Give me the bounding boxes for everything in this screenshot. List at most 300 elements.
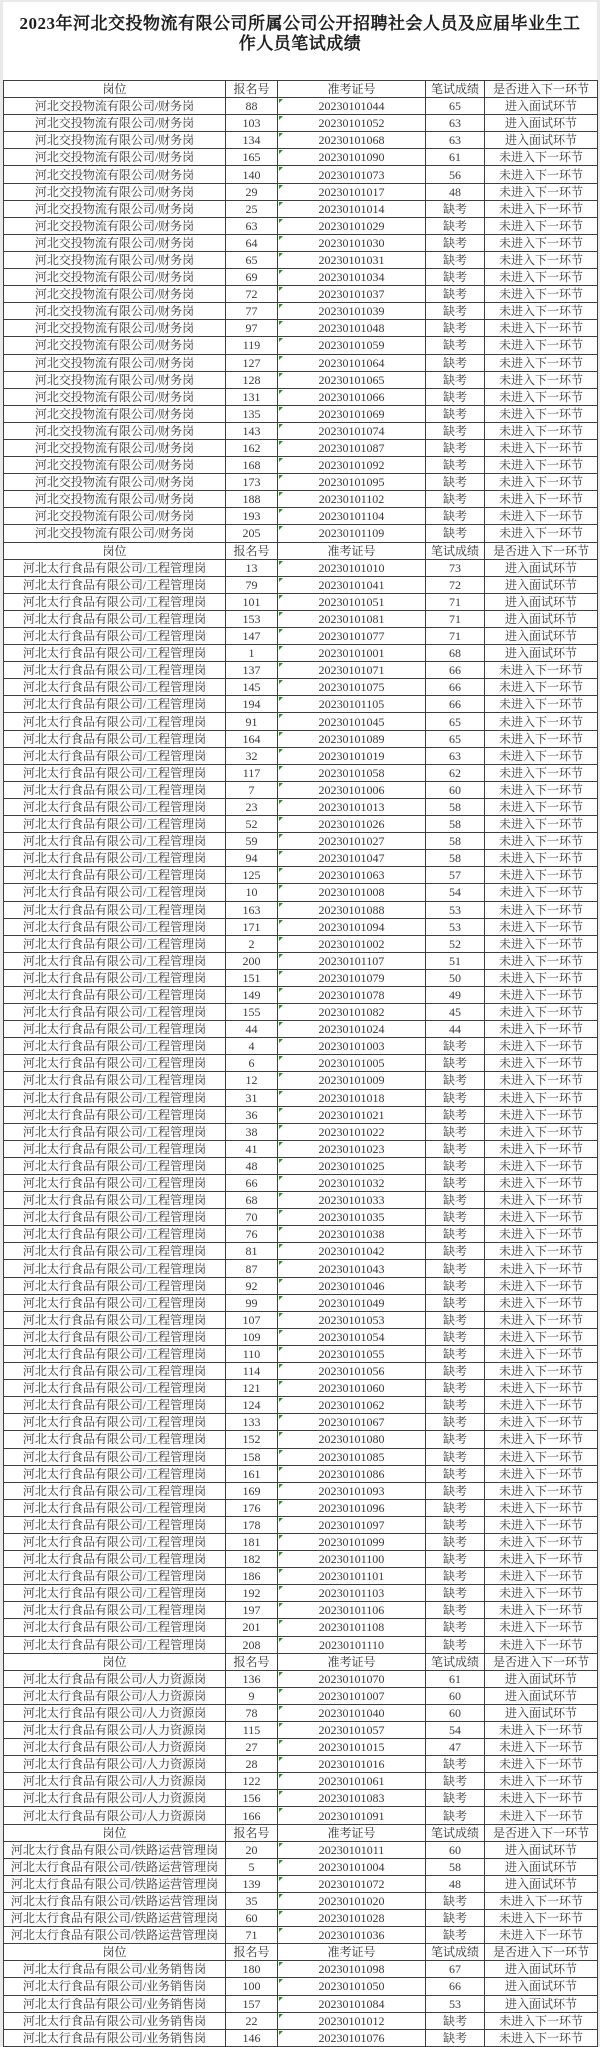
table-row (4, 986, 598, 1003)
score-cell: 49 (426, 986, 485, 1003)
score-cell: 60 (426, 1687, 485, 1704)
result-cell: 未进入下一环节 (485, 388, 598, 405)
result-cell: 未进入下一环节 (485, 371, 598, 388)
excel-text-number-indicator-icon (279, 937, 283, 941)
ticket-number-cell: 20230101083 (278, 1790, 426, 1807)
score-cell: 60 (426, 1841, 485, 1858)
position-cell: 河北太行食品有限公司/工程管理岗 (4, 1243, 226, 1260)
registration-number-cell: 176 (226, 1499, 278, 1516)
ticket-number-cell: 20230101062 (278, 1397, 426, 1414)
registration-number-cell: 4 (226, 1038, 278, 1055)
position-cell: 河北太行食品有限公司/铁路运营管理岗 (4, 1927, 226, 1944)
position-cell: 河北太行食品有限公司/工程管理岗 (4, 1363, 226, 1380)
column-header: 岗位 (4, 1824, 226, 1841)
registration-number-cell: 139 (226, 1875, 278, 1892)
registration-number-cell: 165 (226, 149, 278, 166)
registration-number-cell: 173 (226, 474, 278, 491)
registration-number-cell: 194 (226, 696, 278, 713)
excel-text-number-indicator-icon (279, 270, 283, 274)
ticket-number-cell: 20230101081 (278, 610, 426, 627)
score-cell: 58 (426, 816, 485, 833)
excel-text-number-indicator-icon (279, 561, 283, 565)
excel-text-number-indicator-icon (279, 578, 283, 582)
score-cell: 50 (426, 969, 485, 986)
registration-number-cell: 155 (226, 1004, 278, 1021)
excel-text-number-indicator-icon (279, 1979, 283, 1983)
score-cell: 53 (426, 918, 485, 935)
column-header: 准考证号 (278, 1944, 426, 1961)
ticket-number-cell: 20230101048 (278, 320, 426, 337)
table-row (4, 1431, 598, 1448)
table-header-row (4, 1653, 598, 1670)
ticket-number-cell: 20230101001 (278, 645, 426, 662)
result-cell: 未进入下一环节 (485, 1175, 598, 1192)
result-cell: 未进入下一环节 (485, 217, 598, 234)
registration-number-cell: 122 (226, 1773, 278, 1790)
position-cell: 河北交投物流有限公司/财务岗 (4, 217, 226, 234)
table-row (4, 1841, 598, 1858)
table-row (4, 1209, 598, 1226)
document-sheet (3, 0, 597, 2047)
registration-number-cell: 107 (226, 1311, 278, 1328)
column-header: 笔试成绩 (426, 542, 485, 559)
table-row (4, 439, 598, 456)
table-row (4, 1021, 598, 1038)
ticket-number-cell: 20230101022 (278, 1123, 426, 1140)
table-row (4, 1961, 598, 1978)
registration-number-cell: 200 (226, 952, 278, 969)
score-cell: 缺考 (426, 286, 485, 303)
excel-text-number-indicator-icon (279, 1535, 283, 1539)
excel-text-number-indicator-icon (279, 1808, 283, 1812)
score-cell: 缺考 (426, 1294, 485, 1311)
registration-number-cell: 186 (226, 1568, 278, 1585)
registration-number-cell: 171 (226, 918, 278, 935)
table-row (4, 1175, 598, 1192)
position-cell: 河北交投物流有限公司/财务岗 (4, 371, 226, 388)
score-cell: 48 (426, 1875, 485, 1892)
ticket-number-cell: 20230101049 (278, 1294, 426, 1311)
registration-number-cell: 110 (226, 1345, 278, 1362)
position-cell: 河北太行食品有限公司/工程管理岗 (4, 1397, 226, 1414)
score-cell: 缺考 (426, 1892, 485, 1909)
position-cell: 河北太行食品有限公司/业务销售岗 (4, 1961, 226, 1978)
ticket-number-cell: 20230101108 (278, 1619, 426, 1636)
registration-number-cell: 52 (226, 816, 278, 833)
score-cell: 缺考 (426, 1397, 485, 1414)
position-cell: 河北太行食品有限公司/工程管理岗 (4, 1311, 226, 1328)
position-cell: 河北太行食品有限公司/人力资源岗 (4, 1773, 226, 1790)
registration-number-cell: 166 (226, 1807, 278, 1824)
ticket-number-cell: 20230101009 (278, 1072, 426, 1089)
ticket-number-cell: 20230101098 (278, 1961, 426, 1978)
score-cell: 缺考 (426, 1038, 485, 1055)
excel-text-number-indicator-icon (279, 1073, 283, 1077)
registration-number-cell: 143 (226, 422, 278, 439)
result-cell: 进入面试环节 (485, 628, 598, 645)
table-row (4, 1004, 598, 1021)
score-cell: 缺考 (426, 1756, 485, 1773)
excel-text-number-indicator-icon (279, 1706, 283, 1710)
score-cell: 58 (426, 798, 485, 815)
table-row (4, 422, 598, 439)
result-cell: 未进入下一环节 (485, 1209, 598, 1226)
registration-number-cell: 197 (226, 1602, 278, 1619)
registration-number-cell: 157 (226, 1995, 278, 2012)
result-cell: 未进入下一环节 (485, 1739, 598, 1756)
ticket-number-cell: 20230101041 (278, 576, 426, 593)
table-row (4, 1226, 598, 1243)
score-cell: 缺考 (426, 1226, 485, 1243)
score-cell: 58 (426, 850, 485, 867)
result-cell: 未进入下一环节 (485, 1021, 598, 1038)
position-cell: 河北太行食品有限公司/铁路运营管理岗 (4, 1858, 226, 1875)
ticket-number-cell: 20230101027 (278, 833, 426, 850)
position-cell: 河北交投物流有限公司/财务岗 (4, 457, 226, 474)
excel-text-number-indicator-icon (279, 749, 283, 753)
excel-text-number-indicator-icon (279, 663, 283, 667)
registration-number-cell: 38 (226, 1123, 278, 1140)
table-row (4, 1978, 598, 1995)
score-cell: 缺考 (426, 371, 485, 388)
ticket-number-cell: 20230101059 (278, 337, 426, 354)
result-cell: 未进入下一环节 (485, 1123, 598, 1140)
result-cell: 未进入下一环节 (485, 1140, 598, 1157)
result-cell: 未进入下一环节 (485, 251, 598, 268)
excel-text-number-indicator-icon (279, 1193, 283, 1197)
result-cell: 进入面试环节 (485, 1687, 598, 1704)
position-cell: 河北太行食品有限公司/人力资源岗 (4, 1687, 226, 1704)
table-header-row (4, 1824, 598, 1841)
result-cell: 未进入下一环节 (485, 303, 598, 320)
score-cell: 缺考 (426, 1363, 485, 1380)
registration-number-cell: 140 (226, 166, 278, 183)
registration-number-cell: 66 (226, 1175, 278, 1192)
result-cell: 未进入下一环节 (485, 1910, 598, 1927)
table-row (4, 713, 598, 730)
score-cell: 57 (426, 867, 485, 884)
table-row (4, 1636, 598, 1653)
position-cell: 河北太行食品有限公司/工程管理岗 (4, 1636, 226, 1653)
table-row (4, 354, 598, 371)
score-cell: 缺考 (426, 251, 485, 268)
position-cell: 河北太行食品有限公司/工程管理岗 (4, 884, 226, 901)
score-cell: 71 (426, 593, 485, 610)
ticket-number-cell: 20230101080 (278, 1431, 426, 1448)
registration-number-cell: 10 (226, 884, 278, 901)
ticket-number-cell: 20230101040 (278, 1704, 426, 1721)
excel-text-number-indicator-icon (279, 766, 283, 770)
result-cell: 未进入下一环节 (485, 1055, 598, 1072)
table-row (4, 935, 598, 952)
registration-number-cell: 152 (226, 1431, 278, 1448)
registration-number-cell: 103 (226, 115, 278, 132)
ticket-number-cell: 20230101072 (278, 1875, 426, 1892)
table-row (4, 679, 598, 696)
excel-text-number-indicator-icon (279, 1125, 283, 1129)
excel-text-number-indicator-icon (279, 1467, 283, 1471)
registration-number-cell: 163 (226, 901, 278, 918)
ticket-number-cell: 20230101026 (278, 816, 426, 833)
excel-text-number-indicator-icon (279, 1347, 283, 1351)
excel-text-number-indicator-icon (279, 1638, 283, 1642)
result-cell: 进入面试环节 (485, 1670, 598, 1687)
result-cell: 未进入下一环节 (485, 1004, 598, 1021)
excel-text-number-indicator-icon (279, 424, 283, 428)
excel-text-number-indicator-icon (279, 1518, 283, 1522)
registration-number-cell: 70 (226, 1209, 278, 1226)
score-cell: 缺考 (426, 1482, 485, 1499)
score-cell: 缺考 (426, 234, 485, 251)
excel-text-number-indicator-icon (279, 287, 283, 291)
result-cell: 未进入下一环节 (485, 1414, 598, 1431)
column-header: 笔试成绩 (426, 81, 485, 98)
result-cell: 未进入下一环节 (485, 816, 598, 833)
ticket-number-cell: 20230101021 (278, 1106, 426, 1123)
table-row (4, 1858, 598, 1875)
score-cell: 65 (426, 730, 485, 747)
ticket-number-cell: 20230101096 (278, 1499, 426, 1516)
score-cell: 缺考 (426, 1072, 485, 1089)
excel-text-number-indicator-icon (279, 612, 283, 616)
ticket-number-cell: 20230101050 (278, 1978, 426, 1995)
score-cell: 51 (426, 952, 485, 969)
excel-text-number-indicator-icon (279, 1962, 283, 1966)
excel-text-number-indicator-icon (279, 868, 283, 872)
result-cell: 未进入下一环节 (485, 1722, 598, 1739)
score-cell: 缺考 (426, 1123, 485, 1140)
position-cell: 河北太行食品有限公司/工程管理岗 (4, 1260, 226, 1277)
table-row (4, 1465, 598, 1482)
registration-number-cell: 117 (226, 764, 278, 781)
position-cell: 河北太行食品有限公司/工程管理岗 (4, 798, 226, 815)
position-cell: 河北太行食品有限公司/工程管理岗 (4, 833, 226, 850)
position-cell: 河北太行食品有限公司/工程管理岗 (4, 1055, 226, 1072)
registration-number-cell: 100 (226, 1978, 278, 1995)
excel-text-number-indicator-icon (279, 1484, 283, 1488)
registration-number-cell: 5 (226, 1858, 278, 1875)
ticket-number-cell: 20230101104 (278, 508, 426, 525)
result-cell: 未进入下一环节 (485, 1106, 598, 1123)
position-cell: 河北交投物流有限公司/财务岗 (4, 234, 226, 251)
result-cell: 未进入下一环节 (485, 1482, 598, 1499)
position-cell: 河北太行食品有限公司/工程管理岗 (4, 1533, 226, 1550)
ticket-number-cell: 20230101069 (278, 405, 426, 422)
position-cell: 河北交投物流有限公司/财务岗 (4, 405, 226, 422)
score-cell: 缺考 (426, 1106, 485, 1123)
result-cell: 未进入下一环节 (485, 320, 598, 337)
excel-text-number-indicator-icon (279, 526, 283, 530)
table-row (4, 2029, 598, 2046)
score-cell: 60 (426, 781, 485, 798)
position-cell: 河北太行食品有限公司/工程管理岗 (4, 1414, 226, 1431)
excel-text-number-indicator-icon (279, 1381, 283, 1385)
ticket-number-cell: 20230101097 (278, 1516, 426, 1533)
excel-text-number-indicator-icon (279, 458, 283, 462)
ticket-number-cell: 20230101036 (278, 1927, 426, 1944)
score-cell: 缺考 (426, 1619, 485, 1636)
ticket-number-cell: 20230101051 (278, 593, 426, 610)
score-cell: 58 (426, 1858, 485, 1875)
ticket-number-cell: 20230101047 (278, 850, 426, 867)
table-row (4, 508, 598, 525)
excel-text-number-indicator-icon (279, 1176, 283, 1180)
column-header: 是否进入下一环节 (485, 1824, 598, 1841)
position-cell: 河北交投物流有限公司/财务岗 (4, 149, 226, 166)
table-row (4, 149, 598, 166)
table-row (4, 1380, 598, 1397)
table-row (4, 525, 598, 542)
position-cell: 河北太行食品有限公司/工程管理岗 (4, 764, 226, 781)
excel-text-number-indicator-icon (279, 1894, 283, 1898)
excel-text-number-indicator-icon (279, 1757, 283, 1761)
position-cell: 河北太行食品有限公司/工程管理岗 (4, 1192, 226, 1209)
excel-text-number-indicator-icon (279, 1398, 283, 1402)
table-row (4, 850, 598, 867)
score-cell: 58 (426, 833, 485, 850)
position-cell: 河北太行食品有限公司/工程管理岗 (4, 576, 226, 593)
excel-text-number-indicator-icon (279, 1330, 283, 1334)
result-cell: 未进入下一环节 (485, 901, 598, 918)
position-cell: 河北太行食品有限公司/铁路运营管理岗 (4, 1841, 226, 1858)
result-cell: 未进入下一环节 (485, 286, 598, 303)
column-header: 准考证号 (278, 542, 426, 559)
score-cell: 缺考 (426, 1089, 485, 1106)
excel-text-number-indicator-icon (279, 903, 283, 907)
registration-number-cell: 162 (226, 439, 278, 456)
position-cell: 河北太行食品有限公司/工程管理岗 (4, 850, 226, 867)
registration-number-cell: 20 (226, 1841, 278, 1858)
table-row (4, 388, 598, 405)
table-row (4, 1739, 598, 1756)
registration-number-cell: 109 (226, 1328, 278, 1345)
excel-text-number-indicator-icon (279, 629, 283, 633)
result-cell: 未进入下一环节 (485, 713, 598, 730)
result-cell: 未进入下一环节 (485, 1551, 598, 1568)
result-cell: 未进入下一环节 (485, 781, 598, 798)
table-row (4, 816, 598, 833)
ticket-number-cell: 20230101045 (278, 713, 426, 730)
column-header: 岗位 (4, 81, 226, 98)
result-cell: 未进入下一环节 (485, 1465, 598, 1482)
ticket-number-cell: 20230101086 (278, 1465, 426, 1482)
result-cell: 未进入下一环节 (485, 986, 598, 1003)
ticket-number-cell: 20230101065 (278, 371, 426, 388)
score-cell: 73 (426, 559, 485, 576)
score-cell: 缺考 (426, 405, 485, 422)
position-cell: 河北交投物流有限公司/财务岗 (4, 525, 226, 542)
ticket-number-cell: 20230101011 (278, 1841, 426, 1858)
table-row (4, 1551, 598, 1568)
result-cell: 未进入下一环节 (485, 1072, 598, 1089)
position-cell: 河北交投物流有限公司/财务岗 (4, 439, 226, 456)
position-cell: 河北交投物流有限公司/财务岗 (4, 508, 226, 525)
column-header: 是否进入下一环节 (485, 542, 598, 559)
registration-number-cell: 146 (226, 2029, 278, 2046)
result-cell: 进入面试环节 (485, 1978, 598, 1995)
registration-number-cell: 193 (226, 508, 278, 525)
ticket-number-cell: 20230101110 (278, 1636, 426, 1653)
score-cell: 67 (426, 1961, 485, 1978)
registration-number-cell: 94 (226, 850, 278, 867)
score-cell: 缺考 (426, 1602, 485, 1619)
result-cell: 未进入下一环节 (485, 867, 598, 884)
result-cell: 未进入下一环节 (485, 1431, 598, 1448)
position-cell: 河北太行食品有限公司/工程管理岗 (4, 1106, 226, 1123)
score-cell: 缺考 (426, 1448, 485, 1465)
excel-text-number-indicator-icon (279, 1056, 283, 1060)
registration-number-cell: 208 (226, 1636, 278, 1653)
ticket-number-cell: 20230101020 (278, 1892, 426, 1909)
score-cell: 缺考 (426, 303, 485, 320)
ticket-number-cell: 20230101054 (278, 1328, 426, 1345)
ticket-number-cell: 20230101043 (278, 1260, 426, 1277)
excel-text-number-indicator-icon (279, 1450, 283, 1454)
table-row (4, 1243, 598, 1260)
table-row (4, 1363, 598, 1380)
table-row (4, 781, 598, 798)
score-cell: 62 (426, 764, 485, 781)
position-cell: 河北太行食品有限公司/工程管理岗 (4, 645, 226, 662)
column-header: 准考证号 (278, 81, 426, 98)
excel-text-number-indicator-icon (279, 800, 283, 804)
table-row (4, 405, 598, 422)
table-row (4, 286, 598, 303)
column-header: 报名号 (226, 1944, 278, 1961)
table-row (4, 303, 598, 320)
position-cell: 河北太行食品有限公司/工程管理岗 (4, 662, 226, 679)
result-cell: 未进入下一环节 (485, 200, 598, 217)
registration-number-cell: 48 (226, 1157, 278, 1174)
ticket-number-cell: 20230101064 (278, 354, 426, 371)
registration-number-cell: 91 (226, 713, 278, 730)
table-row (4, 166, 598, 183)
result-cell: 进入面试环节 (485, 1875, 598, 1892)
ticket-number-cell: 20230101013 (278, 798, 426, 815)
result-cell: 未进入下一环节 (485, 1568, 598, 1585)
ticket-number-cell: 20230101025 (278, 1157, 426, 1174)
excel-text-number-indicator-icon (279, 1210, 283, 1214)
excel-text-number-indicator-icon (279, 1603, 283, 1607)
excel-text-number-indicator-icon (279, 1501, 283, 1505)
table-row (4, 593, 598, 610)
ticket-number-cell: 20230101101 (278, 1568, 426, 1585)
registration-number-cell: 81 (226, 1243, 278, 1260)
registration-number-cell: 128 (226, 371, 278, 388)
table-row (4, 132, 598, 149)
excel-text-number-indicator-icon (279, 1364, 283, 1368)
table-row (4, 491, 598, 508)
result-cell: 未进入下一环节 (485, 1636, 598, 1653)
table-row (4, 1123, 598, 1140)
table-row (4, 1756, 598, 1773)
table-row (4, 183, 598, 200)
registration-number-cell: 169 (226, 1482, 278, 1499)
position-cell: 河北太行食品有限公司/工程管理岗 (4, 1089, 226, 1106)
position-cell: 河北太行食品有限公司/工程管理岗 (4, 1021, 226, 1038)
excel-text-number-indicator-icon (279, 150, 283, 154)
column-header: 岗位 (4, 542, 226, 559)
position-cell: 河北太行食品有限公司/工程管理岗 (4, 952, 226, 969)
excel-text-number-indicator-icon (279, 1911, 283, 1915)
ticket-number-cell: 20230101100 (278, 1551, 426, 1568)
registration-number-cell: 7 (226, 781, 278, 798)
table-row (4, 2012, 598, 2029)
table-header-row (4, 81, 598, 98)
result-cell: 未进入下一环节 (485, 1260, 598, 1277)
position-cell: 河北太行食品有限公司/业务销售岗 (4, 1995, 226, 2012)
score-cell: 缺考 (426, 1499, 485, 1516)
